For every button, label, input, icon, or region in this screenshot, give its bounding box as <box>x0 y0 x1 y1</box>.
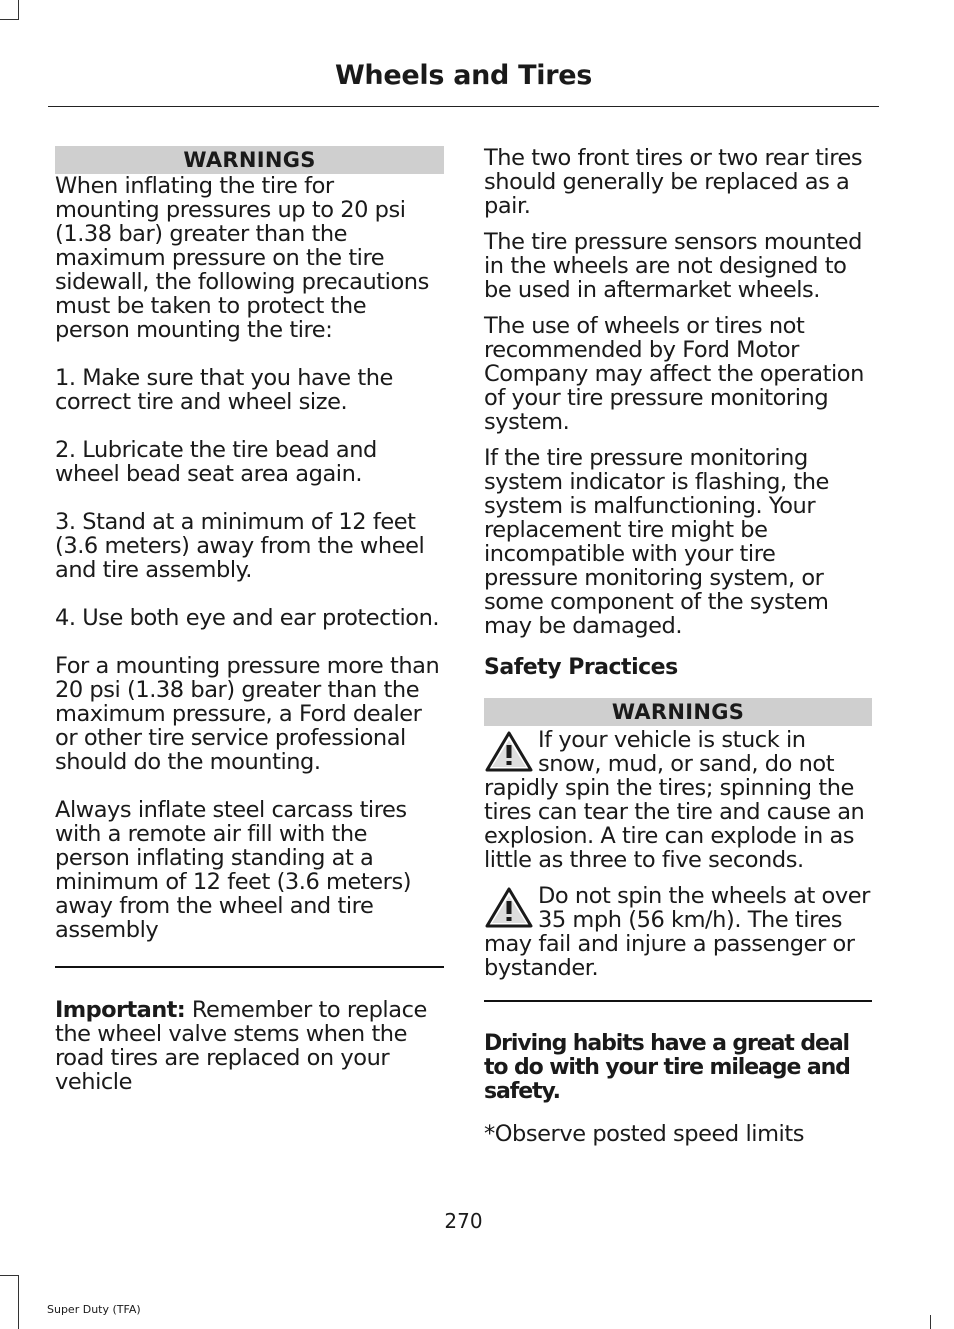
driving-habits-heading: Driving habits have a great deal to do with your tire mileage and safety. <box>484 1031 850 1104</box>
paragraph: The use of wheels or tires not recommended by Ford Motor Company may affect the operation of your tire pressure monitoring system. <box>484 313 864 435</box>
crop-mark <box>18 1275 19 1329</box>
warning-text: If your vehicle is stuck in snow, mud, or sand, do not rapidly spin the tires; spinning the tires can tear the tire and cause an explosion. A tire can explode in as little as three to five seconds. <box>484 727 865 873</box>
warning-item <box>484 884 872 980</box>
right-column <box>484 146 872 1158</box>
safety-practices-heading: Safety Practices <box>484 655 678 680</box>
warning-intro: When inflating the tire for mounting pressures up to 20 psi (1.38 bar) greater than the maximum pressure on the tire sidewall, the following precautions must be taken to protect the person mounting the tire: <box>55 173 429 343</box>
page-title: Wheels and Tires <box>334 60 593 91</box>
left-column <box>55 146 444 1118</box>
warnings-heading: WARNINGS <box>55 146 444 174</box>
important-text: Remember to replace the wheel valve stems when the road tires are replaced on your vehicle <box>55 997 427 1095</box>
warning-triangle-icon <box>484 886 534 930</box>
crop-mark <box>0 19 19 20</box>
warning-step: 2. Lubricate the tire bead and wheel bead seat area again. <box>55 437 377 487</box>
title-rule <box>48 106 879 107</box>
warning-triangle-icon <box>484 730 534 774</box>
dealer-paragraph: For a mounting pressure more than 20 psi (1.38 bar) greater than the maximum pressure, a Ford dealer or other tire service professional should do the mounting. <box>55 653 440 775</box>
paragraph: The two front tires or two rear tires should generally be replaced as a pair. <box>484 145 863 219</box>
observe-speed-text: *Observe posted speed limits <box>484 1121 804 1147</box>
warning-text: Do not spin the wheels at over 35 mph (56 km/h). The tires may fail and injure a passenger or bystander. <box>484 883 870 981</box>
section-rule <box>484 1000 872 1002</box>
steel-carcass-paragraph: Always inflate steel carcass tires with a remote air fill with the person inflating standing at a minimum of 12 feet (3.6 meters) away from the wheel and tire assembly <box>55 797 412 943</box>
crop-mark <box>930 1315 931 1329</box>
warning-step: 1. Make sure that you have the correct tire and wheel size. <box>55 365 393 415</box>
page-number: 270 <box>444 1209 483 1233</box>
warning-item <box>484 728 872 872</box>
important-note <box>55 998 444 1094</box>
warning-step: 4. Use both eye and ear protection. <box>55 605 440 631</box>
warning-step: 3. Stand at a minimum of 12 feet (3.6 meters) away from the wheel and tire assembly. <box>55 509 425 583</box>
crop-mark <box>18 0 19 20</box>
important-label: Important: <box>55 997 186 1023</box>
section-rule <box>55 966 444 968</box>
footer-label: Super Duty (TFA) <box>47 1303 141 1316</box>
paragraph: The tire pressure sensors mounted in the wheels are not designed to be used in aftermarket wheels. <box>484 229 862 303</box>
crop-mark <box>0 1275 19 1276</box>
warnings-heading: WARNINGS <box>484 698 872 726</box>
paragraph: If the tire pressure monitoring system indicator is flashing, the system is malfunctioning. Your replacement tire might be incompatible with your tire pressure monitoring system, or some component of the system may be damaged. <box>484 445 829 639</box>
